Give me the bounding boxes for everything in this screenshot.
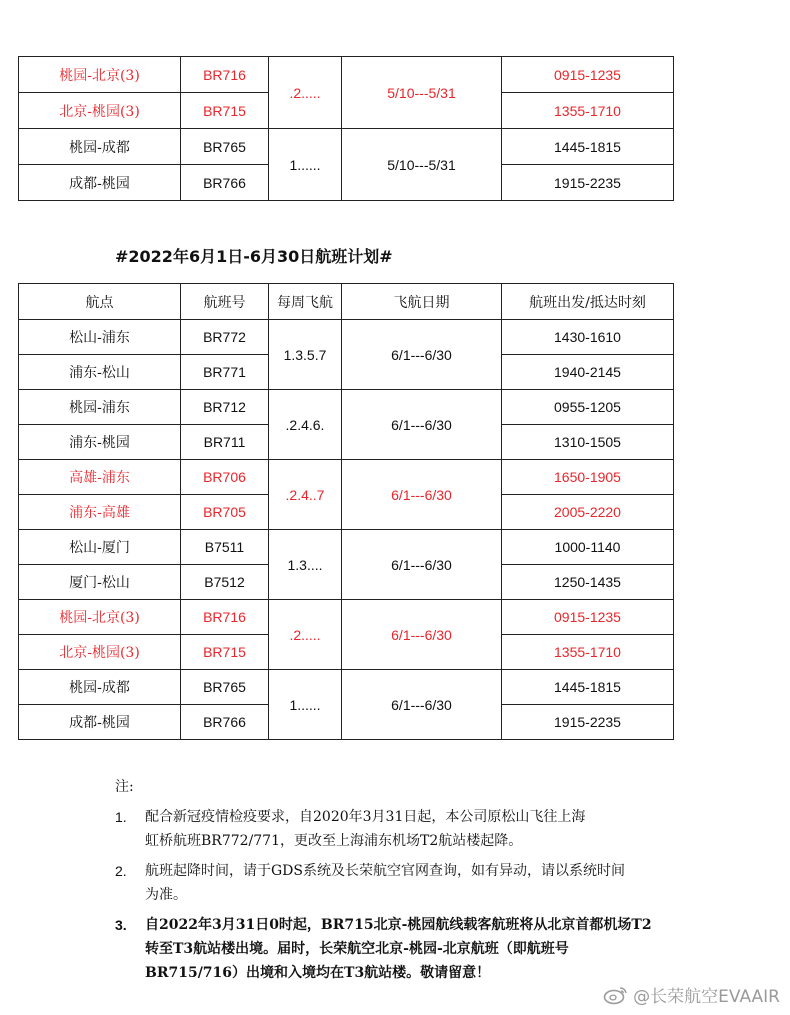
table-row [19, 460, 674, 495]
flight-time-cell: 1310-1505 [502, 425, 674, 460]
flight-period-cell: 6/1---6/30 [342, 530, 502, 600]
note-line: 为准。 [145, 887, 187, 903]
flight-number-cell: BR772 [181, 320, 269, 355]
flight-number-cell: BR766 [181, 165, 269, 201]
flight-time-cell: 1915-2235 [502, 165, 674, 201]
flight-number-cell: BR765 [181, 129, 269, 165]
notes-section [115, 775, 715, 991]
route-cell: 成都-桃园 [19, 165, 181, 201]
flight-time-cell: 1445-1815 [502, 670, 674, 705]
flight-time-cell: 1650-1905 [502, 460, 674, 495]
note-line: 转至T3航站楼出境。届时，长荣航空北京-桃园-北京航班（即航班号 [145, 941, 569, 957]
flight-time-cell: 1915-2235 [502, 705, 674, 740]
note-line: BR715/716）出境和入境均在T3航站楼。敬请留意！ [145, 965, 491, 981]
flight-time-cell: 0955-1205 [502, 390, 674, 425]
flight-number-cell: B7511 [181, 530, 269, 565]
flight-time-cell: 0915-1235 [502, 57, 674, 93]
flight-period-cell: 5/10---5/31 [342, 57, 502, 129]
header-time: 航班出发/抵达时刻 [502, 284, 674, 320]
flight-number-cell: BR716 [181, 600, 269, 635]
weekly-days-cell: 1.3.... [269, 530, 342, 600]
note-line: 虹桥航班BR772/771，更改至上海浦东机场T2航站楼起降。 [145, 833, 523, 849]
note-number: 2. [115, 863, 127, 879]
weekly-days-cell: 1...... [269, 670, 342, 740]
route-cell: 成都-桃园 [19, 705, 181, 740]
schedule-table-june-body [19, 320, 674, 740]
flight-time-cell: 1445-1815 [502, 129, 674, 165]
header-days: 每周飞航 [269, 284, 342, 320]
flight-number-cell: BR765 [181, 670, 269, 705]
section-title: #2022年6月1日-6月30日航班计划# [115, 247, 393, 266]
header-flight: 航班号 [181, 284, 269, 320]
flight-number-cell: BR712 [181, 390, 269, 425]
route-cell: 桃园-北京(3) [19, 600, 181, 635]
weekly-days-cell: .2.4.6. [269, 390, 342, 460]
note-item-3 [115, 913, 715, 985]
schedule-table-june [18, 283, 674, 740]
flight-period-cell: 6/1---6/30 [342, 600, 502, 670]
route-cell: 厦门-松山 [19, 565, 181, 600]
route-cell: 浦东-高雄 [19, 495, 181, 530]
route-cell: 北京-桃园(3) [19, 635, 181, 670]
flight-number-cell: BR706 [181, 460, 269, 495]
header-route: 航点 [19, 284, 181, 320]
weekly-days-cell: .2.4..7 [269, 460, 342, 530]
flight-number-cell: BR771 [181, 355, 269, 390]
watermark-text: @长荣航空EVAAIR [633, 987, 780, 1007]
flight-time-cell: 0915-1235 [502, 600, 674, 635]
table-row [19, 320, 674, 355]
note-number: 3. [115, 917, 127, 933]
route-cell: 桃园-成都 [19, 129, 181, 165]
route-cell: 松山-浦东 [19, 320, 181, 355]
weekly-days-cell: 1...... [269, 129, 342, 201]
route-cell: 北京-桃园(3) [19, 93, 181, 129]
flight-number-cell: BR766 [181, 705, 269, 740]
table-row [19, 57, 674, 93]
weibo-watermark [603, 982, 780, 1007]
notes-title: 注: [115, 779, 134, 795]
flight-number-cell: BR711 [181, 425, 269, 460]
header-period: 飞航日期 [342, 284, 502, 320]
note-line: 配合新冠疫情检疫要求，自2020年3月31日起，本公司原松山飞往上海 [145, 809, 586, 825]
table-row [19, 530, 674, 565]
note-line: 航班起降时间，请于GDS系统及长荣航空官网查询，如有异动，请以系统时间 [145, 863, 625, 879]
flight-time-cell: 1940-2145 [502, 355, 674, 390]
table-row [19, 600, 674, 635]
flight-time-cell: 1355-1710 [502, 93, 674, 129]
schedule-table-may [18, 56, 674, 201]
route-cell: 桃园-成都 [19, 670, 181, 705]
flight-period-cell: 6/1---6/30 [342, 320, 502, 390]
route-cell: 浦东-桃园 [19, 425, 181, 460]
route-cell: 桃园-浦东 [19, 390, 181, 425]
table-row [19, 390, 674, 425]
table-row [19, 129, 674, 165]
flight-time-cell: 1355-1710 [502, 635, 674, 670]
flight-number-cell: BR716 [181, 57, 269, 93]
flight-number-cell: BR715 [181, 93, 269, 129]
flight-time-cell: 1000-1140 [502, 530, 674, 565]
flight-time-cell: 1430-1610 [502, 320, 674, 355]
note-number: 1. [115, 809, 127, 825]
flight-time-cell: 2005-2220 [502, 495, 674, 530]
route-cell: 高雄-浦东 [19, 460, 181, 495]
flight-number-cell: BR715 [181, 635, 269, 670]
note-line: 自2022年3月31日0时起，BR715北京-桃园航线载客航班将从北京首都机场T2 [145, 917, 652, 933]
route-cell: 浦东-松山 [19, 355, 181, 390]
flight-time-cell: 1250-1435 [502, 565, 674, 600]
table-header-row [19, 284, 674, 320]
flight-period-cell: 6/1---6/30 [342, 670, 502, 740]
flight-number-cell: B7512 [181, 565, 269, 600]
route-cell: 松山-厦门 [19, 530, 181, 565]
flight-period-cell: 5/10---5/31 [342, 129, 502, 201]
weibo-icon [603, 985, 629, 1005]
flight-period-cell: 6/1---6/30 [342, 390, 502, 460]
weekly-days-cell: .2..... [269, 600, 342, 670]
schedule-table-may-body [19, 57, 674, 201]
weekly-days-cell: 1.3.5.7 [269, 320, 342, 390]
weekly-days-cell: .2..... [269, 57, 342, 129]
table-row [19, 670, 674, 705]
flight-period-cell: 6/1---6/30 [342, 460, 502, 530]
route-cell: 桃园-北京(3) [19, 57, 181, 93]
note-item-1 [115, 805, 715, 853]
note-item-2 [115, 859, 715, 907]
flight-number-cell: BR705 [181, 495, 269, 530]
